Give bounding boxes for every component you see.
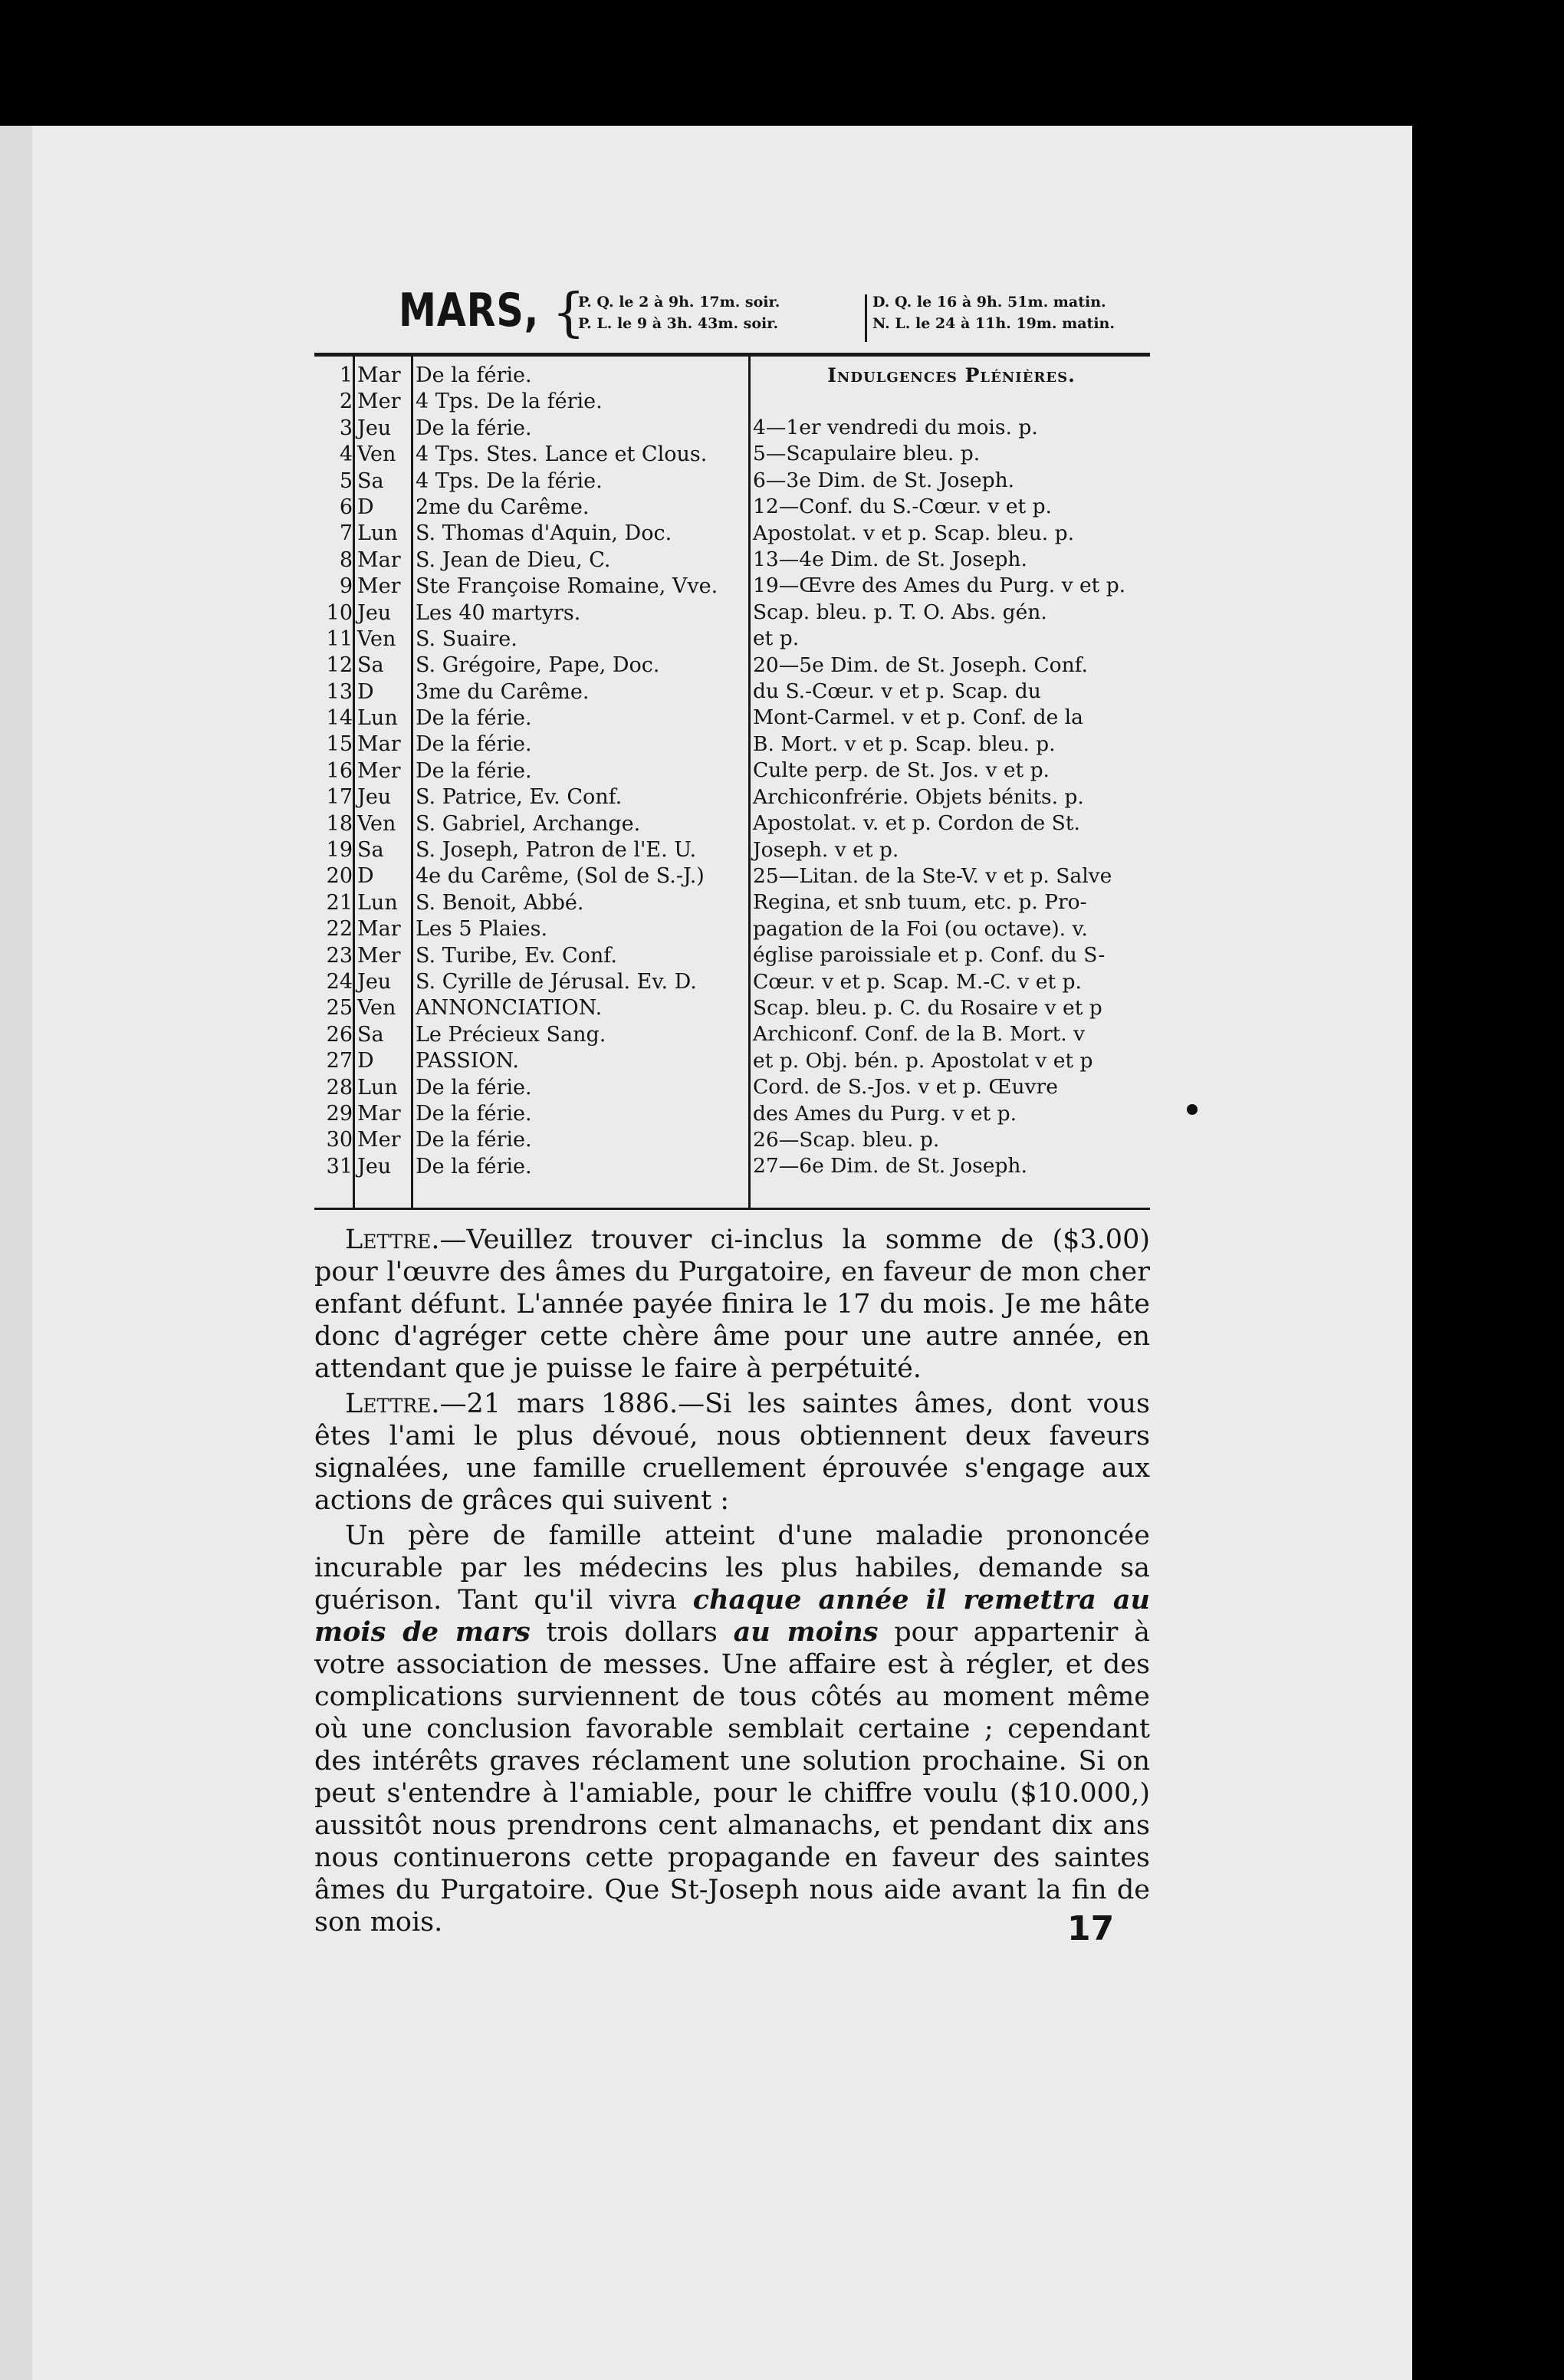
- day-number: 30: [326, 1128, 353, 1152]
- weekday: Lun: [357, 1075, 398, 1100]
- feast-description: De la férie.: [416, 416, 532, 440]
- feast-description: De la férie.: [416, 363, 532, 387]
- indulgence-line: 25—Litan. de la Ste-V. v et p. Salve: [753, 863, 1112, 888]
- indulgences-list: [753, 415, 1150, 1180]
- day-number: 3: [339, 416, 353, 440]
- page-content: [314, 284, 1150, 1941]
- day-number: 17: [326, 785, 353, 810]
- feast-description: De la férie.: [416, 1075, 532, 1100]
- moon-phase-last-quarter: D. Q. le 16 à 9h. 51m. matin.: [872, 294, 1106, 311]
- day-row: [314, 574, 744, 600]
- indulgence-line: et p.: [753, 626, 800, 651]
- indulgence-line: du S.-Cœur. v et p. Scap. du: [753, 679, 1041, 704]
- day-number: 22: [326, 917, 353, 942]
- weekday: Lun: [357, 521, 398, 546]
- day-number: 18: [326, 811, 353, 836]
- body-text: trois dollars: [530, 1617, 734, 1648]
- weekday: Sa: [357, 653, 384, 678]
- feast-description: S. Gabriel, Archange.: [416, 811, 641, 836]
- feast-description: De la férie.: [416, 1154, 532, 1178]
- day-number: 9: [339, 574, 353, 599]
- weekday: D: [357, 864, 374, 889]
- day-number: 4: [339, 442, 353, 467]
- weekday: Lun: [357, 706, 398, 731]
- indulgence-line: Cord. de S.-Jos. v et p. Œuvre: [753, 1075, 1058, 1100]
- weekday: Mer: [357, 943, 401, 968]
- feast-description: ANNONCIATION.: [416, 996, 603, 1021]
- day-row: [314, 811, 744, 837]
- feast-description: 3me du Carême.: [416, 679, 590, 704]
- moon-phase-first-quarter: P. Q. le 2 à 9h. 17m. soir.: [578, 294, 780, 311]
- indulgence-line: Cœur. v et p. Scap. M.-C. v et p.: [753, 969, 1082, 994]
- indulgence-line: Apostolat. v et p. Scap. bleu. p.: [753, 521, 1075, 545]
- letter-2: [314, 1388, 1150, 1517]
- indulgence-line: 4—1er vendredi du mois. p.: [753, 416, 1038, 439]
- day-row: [314, 1048, 744, 1074]
- page-edge: [0, 126, 32, 2380]
- feast-description: De la férie.: [416, 1128, 532, 1152]
- month-header: [314, 284, 1150, 357]
- moon-phases-right: [872, 291, 1115, 334]
- day-number: 12: [326, 653, 353, 678]
- feast-description: 4e du Carême, (Sol de S.-J.): [416, 864, 705, 889]
- feast-description: De la férie.: [416, 706, 532, 731]
- day-number: 6: [339, 495, 353, 519]
- feast-description: S. Benoit, Abbé.: [416, 890, 584, 915]
- day-row: [314, 731, 744, 758]
- weekday: Mer: [357, 574, 401, 599]
- day-number: 27: [326, 1049, 353, 1073]
- day-row: [314, 758, 744, 784]
- feast-description: 4 Tps. De la férie.: [416, 390, 603, 414]
- weekday: Ven: [357, 442, 396, 467]
- feast-description: PASSION.: [416, 1049, 519, 1073]
- indulgence-line: et p. Obj. bén. p. Apostolat v et p: [753, 1048, 1093, 1073]
- day-row: [314, 600, 744, 626]
- weekday: D: [357, 679, 374, 704]
- letter-label: Lettre.: [345, 1225, 440, 1255]
- day-number: 8: [339, 547, 353, 572]
- day-number: 25: [326, 996, 353, 1021]
- emphasis-text: chaque année il remettra au mois de mars: [314, 1584, 1150, 1648]
- letter-text: —Veuillez trouver ci-inclus la somme de ($3.00) pour l'œuvre des âmes du Purgatoire, en faveur de mon cher enfant défunt. L'année payée finira le 17 du mois. Je me hâte donc d'agréger cette chère âme pour une autre année, en attendant que je puisse le faire à perpétuité.: [314, 1225, 1150, 1384]
- day-row: [314, 1127, 744, 1153]
- feast-description: 4 Tps. Stes. Lance et Clous.: [416, 442, 708, 467]
- brace-glyph: {: [552, 283, 586, 344]
- page-number: 17: [1067, 1909, 1115, 1948]
- day-row: [314, 547, 744, 574]
- indulgence-line: 13—4e Dim. de St. Joseph.: [753, 547, 1027, 572]
- day-number: 26: [326, 1022, 353, 1047]
- day-number: 19: [326, 838, 353, 863]
- weekday: Jeu: [357, 600, 392, 625]
- day-number: 11: [326, 626, 353, 651]
- day-row: [314, 389, 744, 415]
- weekday: Mar: [357, 363, 401, 387]
- weekday: Mer: [357, 390, 401, 414]
- body-text: pour appartenir à votre association de messes. Une affaire est à régler, et des complications surviennent de tous côtés au moment même où une conclusion favorable semblait certaine ; cependant des intérêts graves réclament une solution prochaine. Si on peut s'entendre à l'amiable, pour le chiffre voulu ($10.000,) aussitôt nous prendrons cent almanachs, et pendant dix ans nous continuerons cette propagande en faveur des saintes âmes du Purgatoire. Que St-Joseph nous aide avant la fin de son mois.: [314, 1617, 1150, 1938]
- feast-description: De la férie.: [416, 758, 532, 783]
- indulgence-line: Joseph. v et p.: [753, 837, 899, 862]
- day-number: 14: [326, 706, 353, 731]
- day-row: [314, 890, 744, 916]
- day-number: 24: [326, 969, 353, 994]
- indulgence-line: 12—Conf. du S.-Cœur. v et p.: [753, 495, 1052, 519]
- feast-description: 2me du Carême.: [416, 495, 590, 519]
- feast-description: S. Joseph, Patron de l'E. U.: [416, 838, 697, 863]
- day-number: 23: [326, 943, 353, 968]
- weekday: Mar: [357, 732, 401, 757]
- feast-description: De la férie.: [416, 732, 532, 757]
- feast-description: S. Grégoire, Pape, Doc.: [416, 653, 660, 678]
- feast-description: Le Précieux Sang.: [416, 1022, 606, 1047]
- indulgence-line: Scap. bleu. p. C. du Rosaire v et p: [753, 995, 1102, 1020]
- emphasis-text: au moins: [733, 1616, 879, 1648]
- indulgence-line: 20—5e Dim. de St. Joseph. Conf.: [753, 653, 1088, 677]
- indulgences-column: [753, 363, 1150, 1180]
- indulgence-line: pagation de la Foi (ou octave). v.: [753, 916, 1088, 941]
- day-row: [314, 863, 744, 889]
- letter-label: Lettre.: [345, 1389, 440, 1419]
- weekday: Ven: [357, 996, 396, 1021]
- feast-description: S. Cyrille de Jérusal. Ev. D.: [416, 969, 697, 994]
- day-row: [314, 1101, 744, 1127]
- day-row: [314, 784, 744, 810]
- feast-description: Les 5 Plaies.: [416, 917, 548, 942]
- indulgence-line: 27—6e Dim. de St. Joseph.: [753, 1154, 1027, 1178]
- day-row: [314, 468, 744, 495]
- day-row: [314, 1075, 744, 1101]
- indulgence-line: Apostolat. v. et p. Cordon de St.: [753, 811, 1080, 836]
- weekday: Sa: [357, 468, 384, 493]
- indulgence-line: Regina, et snb tuum, etc. p. Pro-: [753, 890, 1087, 915]
- day-number: 5: [339, 468, 353, 493]
- ink-speck: [1187, 1104, 1198, 1115]
- weekday: Jeu: [357, 1154, 392, 1178]
- day-row: [314, 416, 744, 442]
- indulgence-line: 19—Œvre des Ames du Purg. v et p.: [753, 574, 1126, 598]
- day-row: [314, 1022, 744, 1048]
- moon-phases-left: [578, 291, 780, 334]
- phase-divider: [865, 294, 867, 342]
- feast-description: S. Suaire.: [416, 626, 518, 651]
- day-row: [314, 943, 744, 969]
- feast-description: De la férie.: [416, 1101, 532, 1126]
- weekday: Sa: [357, 838, 384, 863]
- weekday: Sa: [357, 1022, 384, 1047]
- weekday: Mer: [357, 758, 401, 783]
- indulgence-line: 6—3e Dim. de St. Joseph.: [753, 468, 1015, 492]
- day-row: [314, 521, 744, 547]
- day-row: [314, 1154, 744, 1180]
- weekday: Jeu: [357, 785, 392, 810]
- letters-section: [314, 1210, 1150, 1938]
- letter-2-body: [314, 1520, 1150, 1938]
- day-row: [314, 626, 744, 653]
- letter-1: [314, 1224, 1150, 1385]
- day-number: 16: [326, 758, 353, 783]
- day-number: 10: [326, 600, 353, 625]
- moon-phase-new: N. L. le 24 à 11h. 19m. matin.: [872, 315, 1115, 332]
- day-row: [314, 363, 744, 389]
- weekday: D: [357, 1049, 374, 1073]
- month-title: MARS,: [399, 284, 540, 337]
- weekday: D: [357, 495, 374, 519]
- weekday: Mar: [357, 547, 401, 572]
- day-number: 20: [326, 864, 353, 889]
- indulgence-line: Archiconfrérie. Objets bénits. p.: [753, 784, 1084, 809]
- indulgence-line: église paroissiale et p. Conf. du S-: [753, 943, 1106, 968]
- indulgence-line: Archiconf. Conf. de la B. Mort. v: [753, 1022, 1086, 1047]
- day-number: 1: [339, 363, 353, 387]
- day-row: [314, 679, 744, 705]
- day-list: [314, 363, 744, 1180]
- calendar-table: [314, 357, 1150, 1210]
- day-row: [314, 837, 744, 863]
- weekday: Jeu: [357, 969, 392, 994]
- letter-text: —21 mars 1886.—Si les saintes âmes, dont vous êtes l'ami le plus dévoué, nous obtiennent deux faveurs signalées, une famille cruellement éprouvée s'engage aux actions de grâces qui suivent :: [314, 1389, 1150, 1516]
- weekday: Mar: [357, 917, 401, 942]
- indulgence-line: Mont-Carmel. v et p. Conf. de la: [753, 705, 1083, 730]
- day-number: 2: [339, 390, 353, 414]
- indulgence-line: Culte perp. de St. Jos. v et p.: [753, 758, 1050, 783]
- day-number: 13: [326, 679, 353, 704]
- weekday: Ven: [357, 811, 396, 836]
- day-row: [314, 995, 744, 1021]
- indulgence-line: 5—Scapulaire bleu. p.: [753, 442, 981, 466]
- day-number: 21: [326, 890, 353, 915]
- day-row: [314, 442, 744, 468]
- indulgence-line: des Ames du Purg. v et p.: [753, 1101, 1017, 1126]
- feast-description: S. Thomas d'Aquin, Doc.: [416, 521, 672, 546]
- day-number: 15: [326, 732, 353, 757]
- day-number: 7: [339, 521, 353, 546]
- indulgence-line: B. Mort. v et p. Scap. bleu. p.: [753, 731, 1056, 756]
- day-row: [314, 916, 744, 942]
- weekday: Jeu: [357, 416, 392, 440]
- feast-description: S. Turibe, Ev. Conf.: [416, 943, 617, 968]
- body-text: Un père de famille atteint d'une maladie prononcée incurable par les médecins les plus habiles, demande sa guérison. Tant qu'il vivra: [314, 1520, 1150, 1616]
- feast-description: Ste Françoise Romaine, Vve.: [416, 574, 718, 599]
- feast-description: Les 40 martyrs.: [416, 600, 581, 625]
- moon-phase-full: P. L. le 9 à 3h. 43m. soir.: [578, 315, 779, 332]
- day-row: [314, 495, 744, 521]
- weekday: Ven: [357, 626, 396, 651]
- day-row: [314, 653, 744, 679]
- weekday: Lun: [357, 890, 398, 915]
- feast-description: S. Patrice, Ev. Conf.: [416, 785, 623, 810]
- day-number: 31: [326, 1154, 353, 1178]
- weekday: Mar: [357, 1101, 401, 1126]
- weekday: Mer: [357, 1128, 401, 1152]
- day-number: 29: [326, 1101, 353, 1126]
- feast-description: S. Jean de Dieu, C.: [416, 547, 611, 572]
- indulgence-line: 26—Scap. bleu. p.: [753, 1127, 940, 1152]
- day-row: [314, 705, 744, 731]
- indulgence-line: Scap. bleu. p. T. O. Abs. gén.: [753, 600, 1047, 624]
- day-row: [314, 969, 744, 995]
- indulgences-title: Indulgences Plénières.: [827, 364, 1076, 386]
- day-number: 28: [326, 1075, 353, 1100]
- feast-description: 4 Tps. De la férie.: [416, 468, 603, 493]
